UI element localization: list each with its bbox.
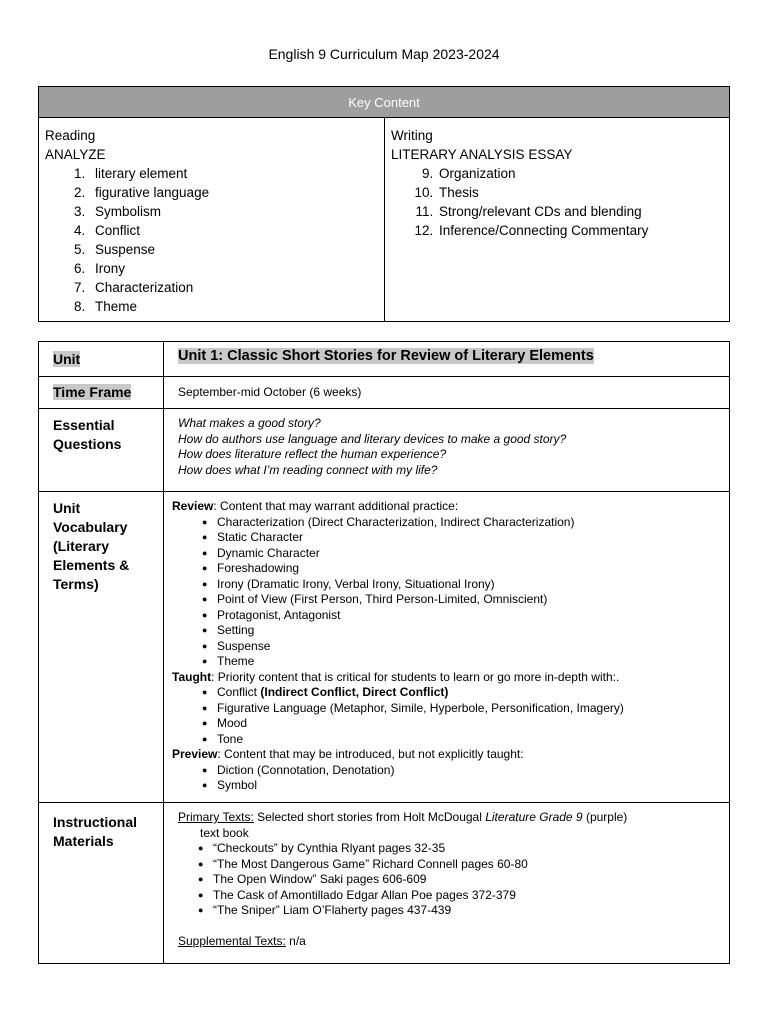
time-frame-label: Time Frame (53, 384, 132, 400)
review-item: ● Protagonist, Antagonist (202, 608, 721, 624)
review-item: ● Foreshadowing (202, 561, 721, 577)
writing-item: 12. Inference/Connecting Commentary (437, 221, 723, 240)
supplemental-texts-line (178, 934, 721, 950)
review-label: Review (172, 499, 214, 513)
key-content-table (38, 86, 730, 322)
primary-text-item: ● The Cask of Amontillado Edgar Allan Poe pages 372-379 (198, 888, 721, 904)
time-frame-value: September-mid October (6 weeks) (164, 377, 730, 409)
essential-questions-label: Essential Questions (39, 409, 164, 492)
writing-column (385, 118, 729, 321)
vocabulary-cell (164, 492, 730, 803)
supplemental-texts-value: n/a (285, 933, 306, 948)
primary-text-item: ● “The Most Dangerous Game” Richard Connell pages 60-80 (198, 857, 721, 873)
essential-question: What makes a good story? (178, 416, 321, 430)
preview-item: ● Symbol (202, 778, 721, 794)
writing-item: 11. Strong/relevant CDs and blending (437, 202, 723, 221)
essential-question: How does what I’m reading connect with my life? (178, 462, 438, 477)
primary-text-item: ● The Open Window” Saki pages 606-609 (198, 872, 721, 888)
taught-conflict-detail: (Indirect Conflict, Direct Conflict) (260, 685, 449, 699)
preview-item: ● Diction (Connotation, Denotation) (202, 763, 721, 779)
vocabulary-label: Unit Vocabulary (Literary Elements & Terms) (39, 492, 164, 803)
time-frame-label-cell (39, 377, 164, 409)
unit-title: Unit 1: Classic Short Stories for Review of Literary Elements (178, 348, 594, 364)
taught-item: ● Figurative Language (Metaphor, Simile, Hyperbole, Personification, Imagery) (202, 701, 721, 717)
preview-label: Preview (172, 747, 218, 761)
reading-item: 2. figurative language (89, 183, 378, 202)
essential-question: How do authors use language and literary devices to make a good story? (178, 431, 567, 446)
reading-item: 3. Symbolism (89, 202, 378, 221)
essential-question: How does literature reflect the human experience? (178, 447, 447, 461)
reading-item: 6. Irony (89, 259, 378, 278)
taught-item: ● Mood (202, 716, 721, 732)
reading-subheading: ANALYZE (45, 147, 106, 162)
taught-item (202, 685, 721, 701)
primary-texts-description: Selected short stories from Holt McDougal (253, 810, 486, 824)
unit-title-cell (164, 342, 730, 377)
primary-texts-line (178, 810, 721, 826)
reading-item: 5. Suspense (89, 240, 378, 259)
taught-item: ● Tone (202, 732, 721, 748)
taught-line (172, 670, 721, 686)
preview-line (172, 747, 721, 763)
review-item: ● Setting (202, 623, 721, 639)
taught-conflict: Conflict (217, 685, 261, 699)
textbook-color: (purple) (582, 810, 628, 824)
textbook-label: text book (200, 825, 249, 840)
supplemental-texts-label: Supplemental Texts: (178, 933, 286, 948)
review-item: ● Suspense (202, 639, 721, 655)
review-description: : Content that may warrant additional practice: (213, 499, 459, 513)
preview-description: : Content that may be introduced, but not explicitly taught: (217, 747, 524, 761)
unit-label-cell (39, 342, 164, 377)
writing-list (391, 164, 723, 240)
page-title: English 9 Curriculum Map 2023-2024 (268, 46, 500, 62)
reading-heading: Reading (45, 128, 96, 143)
reading-item: 8. Theme (89, 297, 378, 316)
writing-item: 10. Thesis (437, 183, 723, 202)
unit-label: Unit (53, 351, 81, 367)
materials-cell (164, 803, 730, 964)
primary-text-item: ● “Checkouts” by Cynthia Rlyant pages 32-35 (198, 841, 721, 857)
review-item: ● Irony (Dramatic Irony, Verbal Irony, Situational Irony) (202, 577, 721, 593)
materials-label: Instructional Materials (39, 803, 164, 964)
review-item: ● Characterization (Direct Characterization, Indirect Characterization) (202, 515, 721, 531)
key-content-header: Key Content (39, 87, 729, 118)
review-item: ● Theme (202, 654, 721, 670)
taught-label: Taught (172, 669, 212, 684)
review-item: ● Point of View (First Person, Third Person-Limited, Omniscient) (202, 592, 721, 608)
writing-heading: Writing (391, 128, 433, 143)
essential-questions-cell (164, 409, 730, 492)
reading-item: 4. Conflict (89, 221, 378, 240)
unit-table (38, 341, 730, 964)
primary-texts-label: Primary Texts: (178, 810, 254, 824)
review-item: ● Dynamic Character (202, 546, 721, 562)
writing-item: 9. Organization (437, 164, 723, 183)
review-line (172, 499, 721, 515)
reading-item: 1. literary element (89, 164, 378, 183)
writing-subheading: LITERARY ANALYSIS ESSAY (391, 147, 573, 162)
taught-description: : Priority content that is critical for students to learn or go more in-depth with:. (211, 669, 620, 684)
review-item: ● Static Character (202, 530, 721, 546)
reading-column (39, 118, 385, 321)
textbook-title: Literature Grade 9 (485, 810, 583, 824)
primary-text-item: ● “The Sniper” Liam O’Flaherty pages 437-439 (198, 903, 721, 919)
reading-item: 7. Characterization (89, 278, 378, 297)
